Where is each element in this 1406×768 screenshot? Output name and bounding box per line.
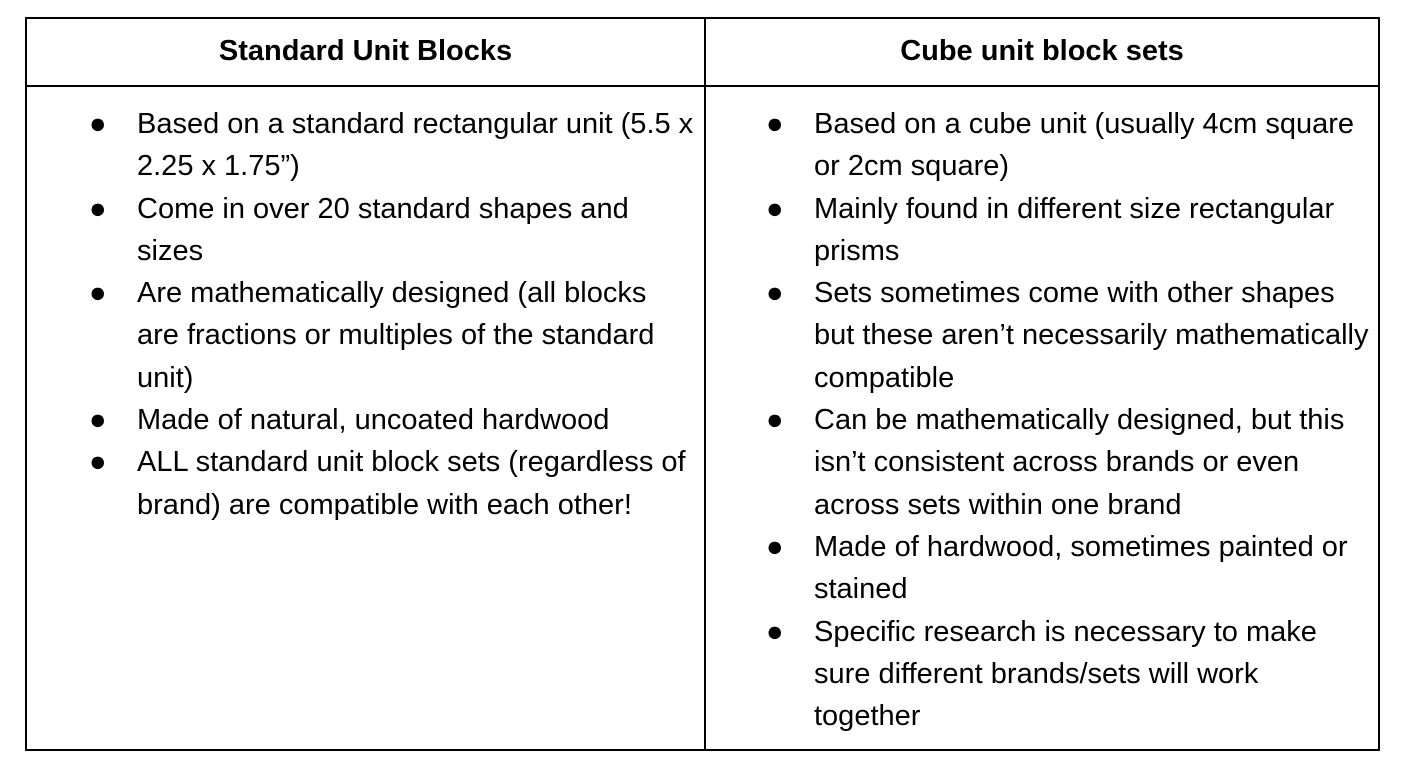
bullet-icon: ● (766, 108, 784, 140)
list-item-text: Can be mathematically designed, but this isn’t consistent across brands or even across sets within one brand (814, 404, 1345, 521)
cube-unit-block-sets-list (706, 87, 1378, 737)
list-item (89, 188, 696, 273)
table-header-row (26, 18, 1379, 86)
bullet-icon: ● (766, 277, 784, 310)
bullet-icon: ● (89, 404, 107, 437)
bullet-icon: ● (89, 108, 107, 140)
header-cube-unit-block-sets: Cube unit block sets (705, 18, 1379, 86)
bullet-icon: ● (89, 192, 107, 225)
bullet-icon: ● (766, 615, 784, 648)
list-item-text: ALL standard unit block sets (regardless of brand) are compatible with each other! (137, 446, 686, 521)
list-item (89, 441, 696, 526)
list-item (89, 103, 696, 188)
list-item (766, 272, 1370, 399)
bullet-icon: ● (766, 404, 784, 437)
header-standard-unit-blocks: Standard Unit Blocks (26, 18, 705, 86)
list-item-text: Come in over 20 standard shapes and sizes (137, 192, 629, 267)
table-body-row (26, 86, 1379, 750)
list-item-text: Based on a standard rectangular unit (5.5 x 2.25 x 1.75”) (137, 108, 694, 183)
list-item (89, 399, 696, 441)
list-item-text: Based on a cube unit (usually 4cm square or 2cm square) (814, 108, 1355, 183)
list-item (89, 272, 696, 399)
list-item-text: Mainly found in different size rectangular prisms (814, 192, 1335, 267)
comparison-table (25, 17, 1380, 751)
list-item (766, 611, 1370, 738)
list-item (766, 399, 1370, 526)
list-item-text: Made of natural, uncoated hardwood (137, 404, 610, 437)
list-item (766, 188, 1370, 273)
standard-unit-blocks-list (27, 87, 704, 526)
list-item-text: Are mathematically designed (all blocks are fractions or multiples of the standard unit) (137, 277, 655, 394)
list-item (766, 103, 1370, 188)
bullet-icon: ● (766, 192, 784, 225)
bullet-icon: ● (89, 446, 107, 479)
list-item-text: Specific research is necessary to make sure different brands/sets will work together (814, 615, 1317, 733)
list-item (766, 526, 1370, 611)
standard-unit-blocks-cell (26, 86, 705, 750)
bullet-icon: ● (766, 530, 784, 563)
list-item-text: Made of hardwood, sometimes painted or stained (814, 530, 1348, 606)
bullet-icon: ● (89, 277, 107, 310)
list-item-text: Sets sometimes come with other shapes but these aren’t necessarily mathematically compatible (814, 277, 1369, 394)
cube-unit-block-sets-cell (705, 86, 1379, 750)
